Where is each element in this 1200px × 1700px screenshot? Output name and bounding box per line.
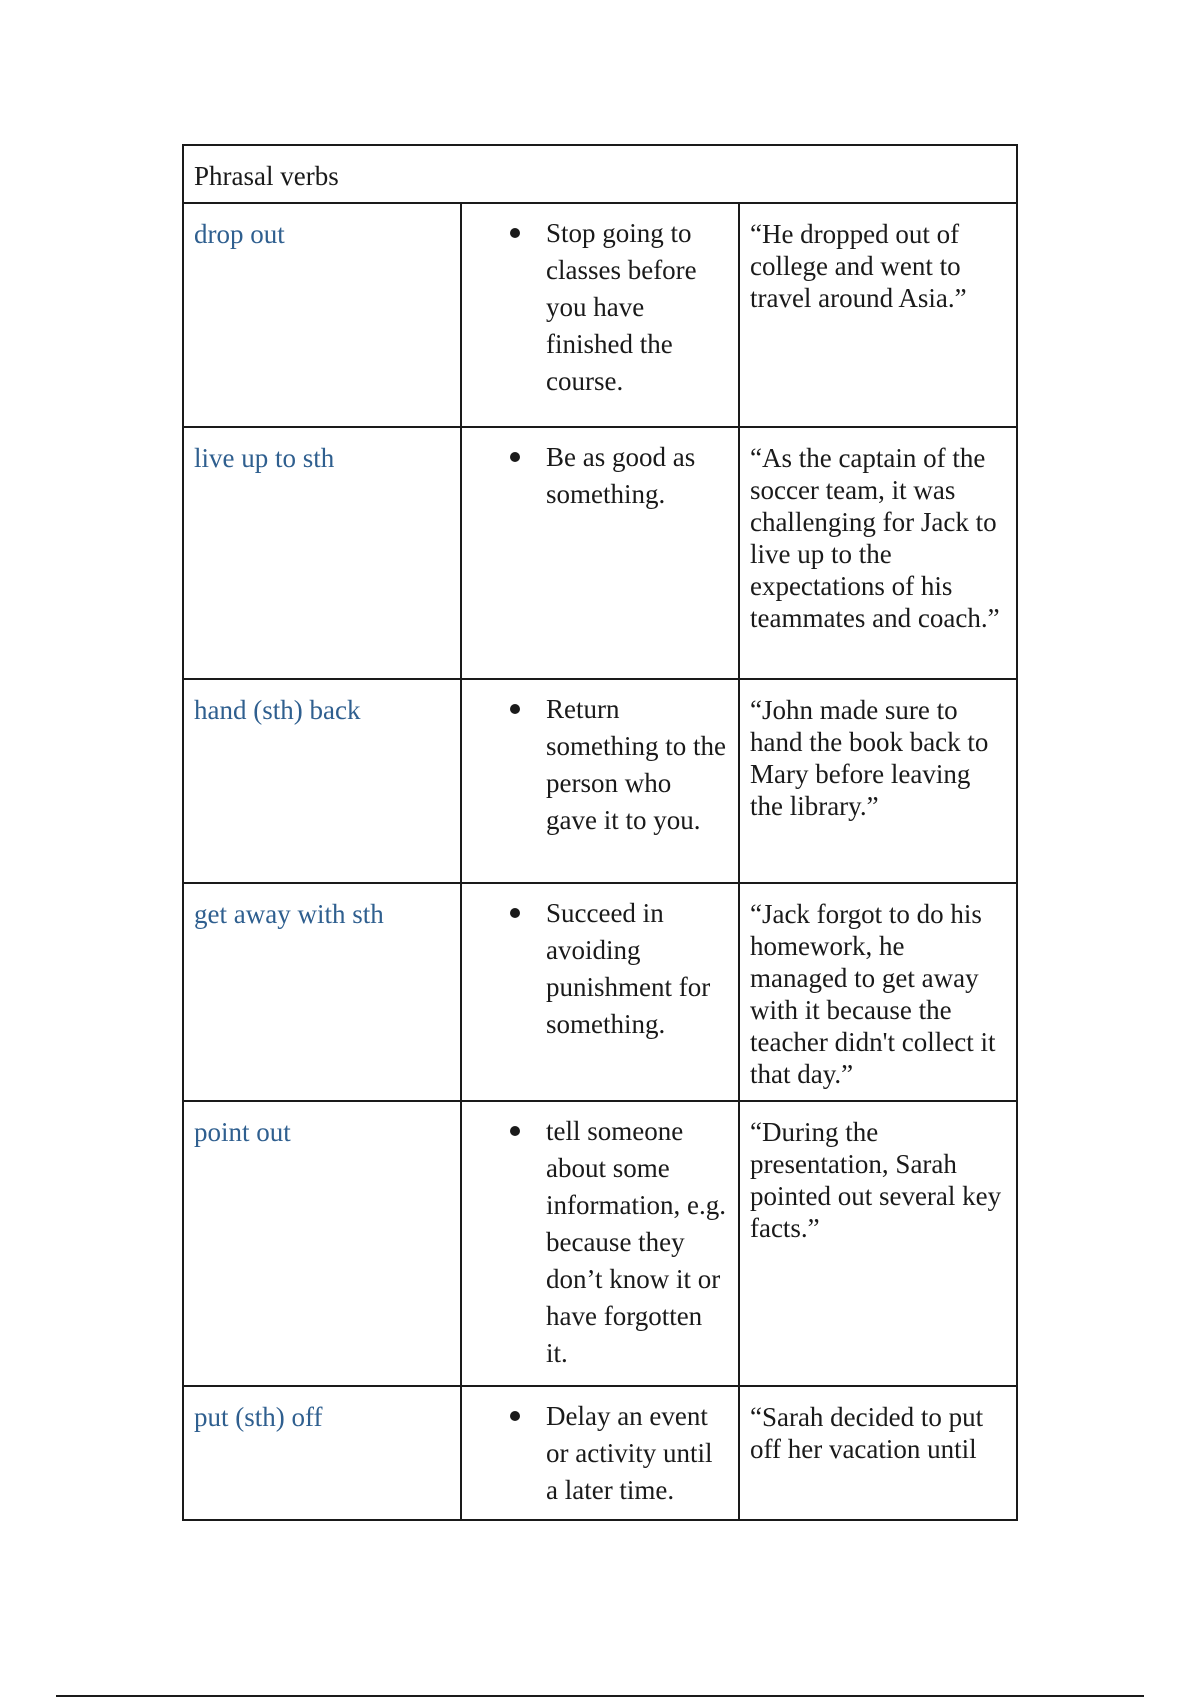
bullet-icon [510, 228, 520, 238]
definition-list [472, 1113, 728, 1372]
definition-cell [461, 427, 739, 679]
verb-cell [183, 679, 461, 883]
example-sentence: “John made sure to hand the book back to Mary before leaving the library.” [749, 695, 989, 821]
definition-item [546, 1113, 728, 1372]
table-row [183, 883, 1017, 1101]
table-row [183, 679, 1017, 883]
definition-cell [461, 203, 739, 427]
table-row [183, 427, 1017, 679]
table-row [183, 1101, 1017, 1386]
definition-text: Be as good as something. [545, 442, 696, 509]
verb-cell [183, 427, 461, 679]
definition-text: Return something to the person who gave it to you. [545, 694, 726, 835]
table-header: Phrasal verbs [183, 145, 1017, 203]
example-cell [739, 679, 1017, 883]
phrasal-verb: drop out [194, 219, 285, 249]
definition-item [546, 895, 728, 1043]
definition-text: tell someone about some information, e.g. because they don’t know it or have forgotten it. [545, 1116, 726, 1368]
verb-cell [183, 203, 461, 427]
definition-list [472, 691, 728, 839]
page-footer-rule [56, 1695, 1144, 1697]
bullet-icon [510, 452, 520, 462]
example-cell [739, 1101, 1017, 1386]
bullet-icon [510, 908, 520, 918]
definition-item [546, 1398, 728, 1509]
definition-item [546, 691, 728, 839]
definition-cell [461, 1101, 739, 1386]
verb-cell [183, 1101, 461, 1386]
example-sentence: “During the presentation, Sarah pointed out several key facts.” [749, 1117, 1002, 1243]
example-cell [739, 203, 1017, 427]
table-header-row [183, 145, 1017, 203]
example-sentence: “Sarah decided to put off her vacation until [749, 1402, 984, 1464]
definition-text: Delay an event or activity until a later time. [545, 1401, 713, 1505]
definition-text: Stop going to classes before you have finished the course. [545, 218, 697, 396]
definition-cell [461, 679, 739, 883]
definition-item [546, 439, 728, 513]
phrasal-verb: put (sth) off [194, 1402, 323, 1432]
example-sentence: “He dropped out of college and went to travel around Asia.” [749, 219, 967, 313]
bullet-icon [510, 704, 520, 714]
phrasal-verbs-table [182, 144, 1018, 1521]
verb-cell [183, 883, 461, 1101]
definition-cell [461, 883, 739, 1101]
example-sentence: “As the captain of the soccer team, it was challenging for Jack to live up to the expectations of his teammates and coach.” [749, 443, 1000, 633]
bullet-icon [510, 1126, 520, 1136]
bullet-icon [510, 1411, 520, 1421]
table-row [183, 1386, 1017, 1520]
example-cell [739, 427, 1017, 679]
definition-item [546, 215, 728, 400]
definition-list [472, 895, 728, 1043]
phrasal-verb: get away with sth [194, 899, 384, 929]
definition-cell [461, 1386, 739, 1520]
phrasal-verb: point out [194, 1117, 291, 1147]
example-cell [739, 1386, 1017, 1520]
table-row [183, 203, 1017, 427]
definition-list [472, 439, 728, 513]
example-cell [739, 883, 1017, 1101]
definition-text: Succeed in avoiding punishment for something. [545, 898, 711, 1039]
verb-cell [183, 1386, 461, 1520]
definition-list [472, 215, 728, 400]
phrasal-verb: live up to sth [194, 443, 335, 473]
example-sentence: “Jack forgot to do his homework, he managed to get away with it because the teacher didn't collect it that day.” [749, 899, 996, 1089]
definition-list [472, 1398, 728, 1509]
phrasal-verb: hand (sth) back [194, 695, 361, 725]
